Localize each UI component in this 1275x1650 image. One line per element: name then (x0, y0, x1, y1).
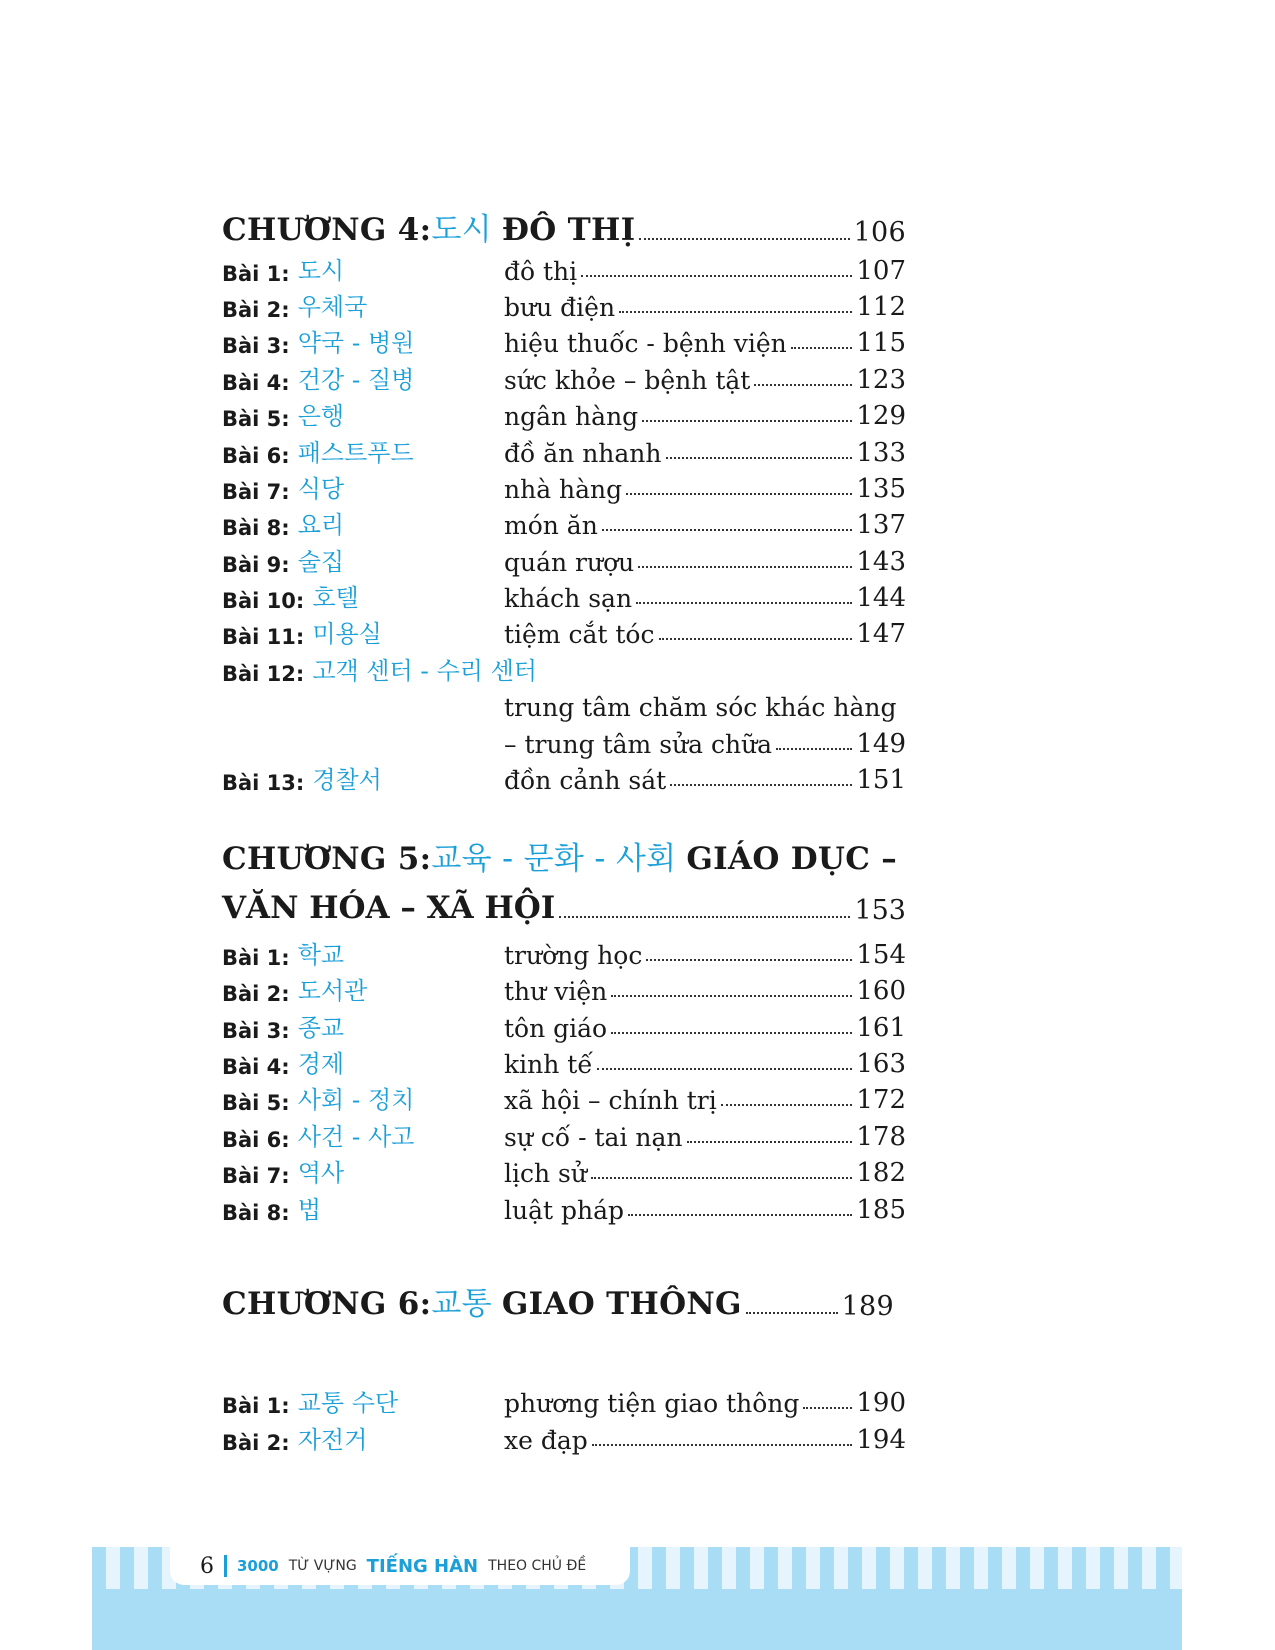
chapter-heading (222, 1286, 894, 1323)
lesson-heading (222, 614, 504, 649)
lesson-page: 160 (856, 976, 906, 1007)
lesson-heading (222, 971, 504, 1006)
lesson-heading (222, 469, 504, 504)
lesson-page: 154 (856, 939, 906, 970)
lesson-vietnamese-title: trường học (504, 940, 643, 970)
lesson-korean-title: 술집 (297, 547, 345, 576)
lesson-page: 143 (856, 546, 906, 577)
lesson-vietnamese-title: hiệu thuốc - bệnh viện (504, 329, 787, 359)
dot-leader (642, 420, 852, 422)
lesson-korean-title: 고객 센터 - 수리 센터 (312, 656, 537, 685)
brand-number: 3000 (237, 1557, 279, 1575)
toc-row (222, 249, 906, 285)
lesson-vietnamese-title: nhà hàng (504, 474, 623, 504)
toc-row (222, 1382, 906, 1418)
dot-leader (659, 638, 853, 640)
page-number: 6 (200, 1553, 214, 1579)
lesson-vietnamese-title-cont: – trung tâm sửa chữa (504, 729, 773, 759)
lesson-korean-title: 종교 (297, 1013, 345, 1042)
lesson-label: Bài 12: (222, 661, 305, 686)
lesson-label: Bài 6: (222, 443, 290, 468)
lesson-label: Bài 2: (222, 982, 290, 1007)
brand-text: TỪ VỰNG (288, 1558, 357, 1574)
chapter-4 (222, 212, 906, 795)
lesson-korean-title: 약국 - 병원 (297, 329, 415, 358)
lesson-label: Bài 2: (222, 297, 290, 322)
dot-leader (619, 311, 852, 313)
lesson-page: 115 (856, 328, 906, 359)
lesson-heading (222, 1383, 504, 1418)
lesson-vietnamese-title: phương tiện giao thông (504, 1389, 800, 1419)
dot-leader (628, 1214, 852, 1216)
lesson-label: Bài 4: (222, 370, 290, 395)
dot-leader (597, 1068, 853, 1070)
lesson-heading (222, 251, 504, 286)
toc-row (222, 1115, 906, 1151)
dot-leader (638, 566, 852, 568)
lesson-page: 123 (856, 364, 906, 395)
separator (224, 1555, 227, 1577)
toc-row (222, 649, 906, 685)
lesson-label: Bài 4: (222, 1054, 290, 1079)
toc-row (222, 395, 906, 431)
brand-highlight: TIẾNG HÀN (366, 1555, 479, 1577)
lesson-label: Bài 1: (222, 1394, 290, 1419)
toc-row (222, 468, 906, 504)
lesson-page: 144 (856, 583, 906, 614)
dot-leader (803, 1407, 852, 1409)
lesson-vietnamese-title: sức khỏe – bệnh tật (504, 365, 751, 395)
chapter-6 (222, 1286, 894, 1323)
toc-row (222, 540, 906, 576)
lesson-heading (222, 1420, 504, 1455)
dot-leader (687, 1141, 853, 1143)
lesson-vietnamese-title: luật pháp (504, 1195, 625, 1225)
lesson-korean-title: 사회 - 정치 (297, 1086, 415, 1115)
lesson-heading (222, 287, 504, 322)
toc-row (222, 322, 906, 358)
lesson-list (222, 249, 906, 795)
lesson-heading (222, 1117, 504, 1152)
dot-leader (639, 238, 849, 240)
lesson-korean-title: 경제 (297, 1049, 345, 1078)
chapter-label: CHƯƠNG 4: (222, 212, 432, 248)
lesson-vietnamese-title: kinh tế (504, 1049, 593, 1079)
chapter-vietnamese-title-cont: VĂN HÓA – XÃ HỘI (222, 890, 556, 927)
lesson-label: Bài 7: (222, 479, 290, 504)
toc-row (222, 1079, 906, 1115)
lesson-page: 133 (856, 437, 906, 468)
lesson-page: 149 (856, 728, 906, 759)
lesson-page: 107 (856, 255, 906, 286)
lesson-heading (222, 1080, 504, 1115)
dot-leader (776, 748, 852, 750)
lesson-label: Bài 3: (222, 334, 290, 359)
dot-leader (646, 959, 852, 961)
lesson-label: Bài 8: (222, 1200, 290, 1225)
chapter-vietnamese-title: GIAO THÔNG (501, 1286, 742, 1322)
lesson-vietnamese-title: lịch sử (504, 1159, 587, 1189)
lesson-label: Bài 7: (222, 1164, 290, 1189)
lesson-heading (222, 935, 504, 970)
chapter-page: 106 (853, 216, 906, 248)
lesson-korean-title: 우체국 (297, 292, 368, 321)
chapter-5 (222, 841, 906, 1225)
lesson-vietnamese-title: đồn cảnh sát (504, 766, 667, 796)
lesson-label: Bài 11: (222, 625, 305, 650)
chapter-label: CHƯƠNG 5: (222, 841, 432, 877)
dot-leader (559, 916, 850, 918)
lesson-korean-title: 자전거 (297, 1425, 368, 1454)
lesson-label: Bài 1: (222, 261, 290, 286)
lesson-korean-title: 경찰서 (312, 766, 382, 795)
dot-leader (611, 995, 852, 997)
lesson-korean-title: 호텔 (312, 584, 359, 613)
chapter-heading (222, 212, 906, 249)
lesson-heading (222, 505, 504, 540)
lesson-label: Bài 9: (222, 552, 290, 577)
toc-row (222, 1152, 906, 1188)
toc-row (222, 686, 906, 722)
lesson-page: 135 (856, 473, 906, 504)
lesson-vietnamese-title: ngân hàng (504, 402, 639, 432)
chapter-6-lessons (222, 1382, 906, 1455)
lesson-page: 112 (856, 291, 906, 322)
toc-row (222, 577, 906, 613)
lesson-korean-title: 은행 (297, 402, 345, 431)
lesson-label: Bài 8: (222, 516, 290, 541)
chapter-page: 189 (841, 1290, 894, 1322)
footer-tab (170, 1547, 630, 1585)
lesson-korean-title: 건강 - 질병 (297, 365, 415, 394)
lesson-page: 137 (856, 510, 906, 541)
lesson-heading (222, 1044, 504, 1079)
chapter-korean-title: 교육 - 문화 - 사회 (431, 841, 677, 877)
chapter-korean-title: 교통 (431, 1286, 492, 1322)
lesson-label: Bài 6: (222, 1127, 290, 1152)
toc-row (222, 504, 906, 540)
lesson-page: 178 (856, 1121, 906, 1152)
lesson-page: 151 (856, 765, 906, 796)
lesson-vietnamese-title: thư viện (504, 977, 608, 1007)
lesson-vietnamese-title: đồ ăn nhanh (504, 438, 662, 468)
dot-leader (611, 1032, 852, 1034)
lesson-vietnamese-title: món ăn (504, 511, 598, 541)
toc-row (222, 1006, 906, 1042)
toc-row (222, 613, 906, 649)
lesson-heading (222, 578, 504, 613)
lesson-list (222, 1382, 906, 1455)
lesson-vietnamese-title: sự cố - tai nạn (504, 1122, 683, 1152)
lesson-heading (222, 1153, 504, 1188)
lesson-label: Bài 5: (222, 1091, 290, 1116)
lesson-page: 163 (856, 1048, 906, 1079)
lesson-vietnamese-title: bưu điện (504, 292, 616, 322)
lesson-page: 172 (856, 1085, 906, 1116)
lesson-page: 194 (856, 1424, 906, 1455)
lesson-heading (222, 396, 504, 431)
dot-leader (602, 529, 853, 531)
lesson-korean-title: 법 (297, 1195, 321, 1224)
toc-row (222, 286, 906, 322)
dot-leader (666, 457, 853, 459)
toc-row (222, 1418, 906, 1454)
dot-leader (591, 1177, 852, 1179)
chapter-korean-title: 도시 (431, 212, 492, 248)
lesson-korean-title: 학교 (297, 940, 345, 969)
toc-row (222, 722, 906, 758)
dot-leader (754, 384, 852, 386)
lesson-korean-title: 도서관 (297, 977, 368, 1006)
lesson-korean-title: 역사 (297, 1159, 345, 1188)
lesson-heading (222, 542, 504, 577)
lesson-korean-title: 미용실 (312, 620, 382, 649)
lesson-heading (222, 1008, 504, 1043)
toc-row (222, 759, 906, 795)
lesson-heading (222, 1190, 504, 1225)
lesson-heading (222, 433, 504, 468)
lesson-heading (222, 760, 504, 795)
lesson-page: 190 (856, 1388, 906, 1419)
dot-leader (592, 1444, 853, 1446)
toc-row (222, 1043, 906, 1079)
lesson-label: Bài 5: (222, 407, 290, 432)
lesson-page: 129 (856, 401, 906, 432)
lesson-heading (222, 360, 504, 395)
lesson-vietnamese-title: tiệm cắt tóc (504, 620, 655, 650)
lesson-label: Bài 13: (222, 771, 305, 796)
chapter-heading-line2 (222, 890, 906, 927)
toc-row (222, 1188, 906, 1224)
lesson-vietnamese-title: xe đạp (504, 1425, 588, 1455)
dot-leader (636, 602, 852, 604)
footer-band (92, 1547, 1182, 1650)
lesson-korean-title: 도시 (297, 256, 345, 285)
dot-leader (791, 347, 853, 349)
lesson-korean-title: 교통 수단 (297, 1389, 399, 1418)
lesson-page: 147 (856, 619, 906, 650)
toc-row (222, 933, 906, 969)
lesson-heading (222, 323, 504, 358)
lesson-vietnamese-title: khách sạn (504, 584, 633, 614)
brand-text-2: THEO CHỦ ĐỀ (488, 1558, 587, 1574)
toc-row (222, 431, 906, 467)
chapter-vietnamese-title: ĐÔ THỊ (501, 212, 636, 248)
chapter-page: 153 (854, 894, 906, 926)
lesson-vietnamese-title: xã hội – chính trị (504, 1086, 717, 1116)
lesson-korean-title: 요리 (297, 511, 345, 540)
dot-leader (746, 1312, 838, 1314)
lesson-vietnamese-title: đô thị (504, 256, 578, 286)
lesson-label: Bài 10: (222, 589, 305, 614)
lesson-korean-title: 식당 (297, 474, 345, 503)
dot-leader (721, 1104, 853, 1106)
dot-leader (626, 493, 852, 495)
lesson-list (222, 933, 906, 1224)
lesson-vietnamese-title: quán rượu (504, 547, 635, 577)
lesson-vietnamese-title: trung tâm chăm sóc khác hàng (504, 693, 897, 723)
lesson-vietnamese-title: tôn giáo (504, 1013, 608, 1043)
lesson-korean-title: 사건 - 사고 (297, 1122, 415, 1151)
dot-leader (581, 275, 852, 277)
lesson-heading (222, 651, 537, 686)
lesson-label: Bài 3: (222, 1018, 290, 1043)
lesson-page: 161 (856, 1012, 906, 1043)
lesson-label: Bài 2: (222, 1430, 290, 1455)
dot-leader (670, 784, 852, 786)
toc-row (222, 970, 906, 1006)
chapter-vietnamese-title: GIÁO DỤC – (686, 841, 898, 877)
lesson-page: 182 (856, 1158, 906, 1189)
lesson-korean-title: 패스트푸드 (297, 438, 414, 467)
chapter-heading (222, 841, 906, 878)
toc-row (222, 358, 906, 394)
lesson-label: Bài 1: (222, 945, 290, 970)
chapter-label: CHƯƠNG 6: (222, 1286, 432, 1322)
lesson-page: 185 (856, 1194, 906, 1225)
